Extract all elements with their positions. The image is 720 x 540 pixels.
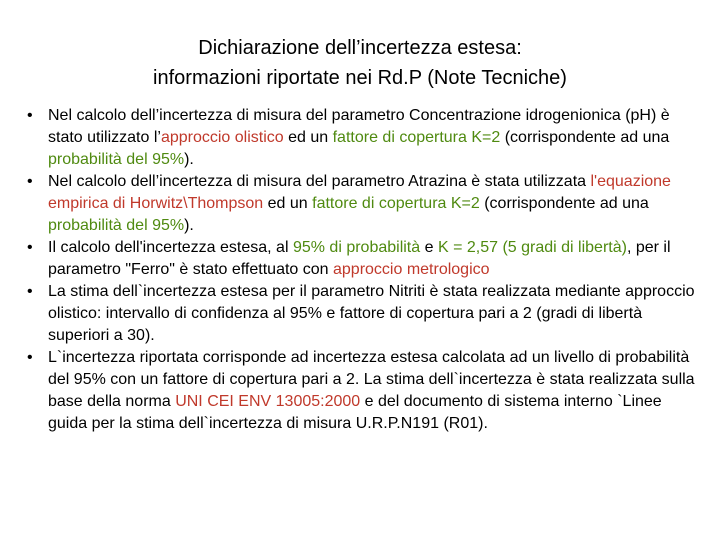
highlight-green: fattore di copertura K=2 <box>312 195 480 212</box>
title-line-1: Dichiarazione dell’incertezza estesa: <box>198 37 522 59</box>
bullet-text: La stima dell`incertezza estesa per il parametro Nitriti è stata realizzata mediante approccio olistico: intervallo di confidenza al 95% e fattore di copertura pari a 2 (gradi di libertà superiori a 30). <box>48 283 695 344</box>
bullet-text: Il calcolo dell'incertezza estesa, al <box>48 239 293 256</box>
bullet-item-nitriti <box>27 281 696 347</box>
highlight-red: UNI CEI ENV 13005:2000 <box>175 393 361 410</box>
bullet-text: ed un <box>283 129 333 146</box>
bullet-text: ed un <box>263 195 313 212</box>
highlight-green: 95% di probabilità <box>292 239 421 256</box>
bullet-text: e <box>420 239 438 256</box>
bullet-text: e del documento di sistema interno `Linee guida per la stima dell`incertezza di misura U.R.P.N191 (R01). <box>48 393 662 432</box>
bullet-text: Nel calcolo dell’incertezza di misura del parametro Concentrazione idrogenionica (pH) è stato utilizzato l’ <box>48 107 670 146</box>
highlight-red: approccio metrologico <box>333 261 490 278</box>
title-line-2: informazioni riportate nei Rd.P (Note Tecniche) <box>153 67 567 89</box>
highlight-red: l'equazione empirica di Horwitz\Thompson <box>48 173 671 212</box>
bullet-text: (corrispondente ad una <box>500 129 670 146</box>
bullet-dot: • <box>27 107 33 124</box>
bullet-dot: • <box>27 283 33 300</box>
bullet-dot: • <box>27 173 33 190</box>
bullet-item-ferro <box>27 237 696 281</box>
bullet-text: (corrispondente ad una <box>479 195 649 212</box>
bullet-dot: • <box>27 349 33 366</box>
bullet-item-ph <box>27 105 696 171</box>
bullet-text: L`incertezza riportata corrisponde ad incertezza estesa calcolata ad un livello di probabilità del 95% con un fattore di copertura pari a 2. La stima dell`incertezza è stata realizzata sulla base della norma <box>48 349 695 410</box>
slide-title <box>0 33 720 93</box>
bullet-text: , per il parametro "Ferro" è stato effettuato con <box>48 239 671 278</box>
bullet-item-atrazina <box>27 171 696 237</box>
bullet-item-incertezza <box>27 347 696 435</box>
bullet-dot: • <box>27 239 33 256</box>
highlight-red: approccio olistico <box>160 129 284 146</box>
highlight-green: probabilità del 95% <box>48 217 185 234</box>
highlight-green: probabilità del 95% <box>48 151 185 168</box>
bullet-list <box>0 105 720 435</box>
bullet-text: Nel calcolo dell’incertezza di misura del parametro Atrazina è stata utilizzata <box>48 173 591 190</box>
bullet-text: ). <box>184 151 194 168</box>
highlight-green: fattore di copertura K=2 <box>332 129 501 146</box>
bullet-text: ). <box>184 217 194 234</box>
highlight-green: K = 2,57 (5 gradi di libertà) <box>437 239 627 256</box>
